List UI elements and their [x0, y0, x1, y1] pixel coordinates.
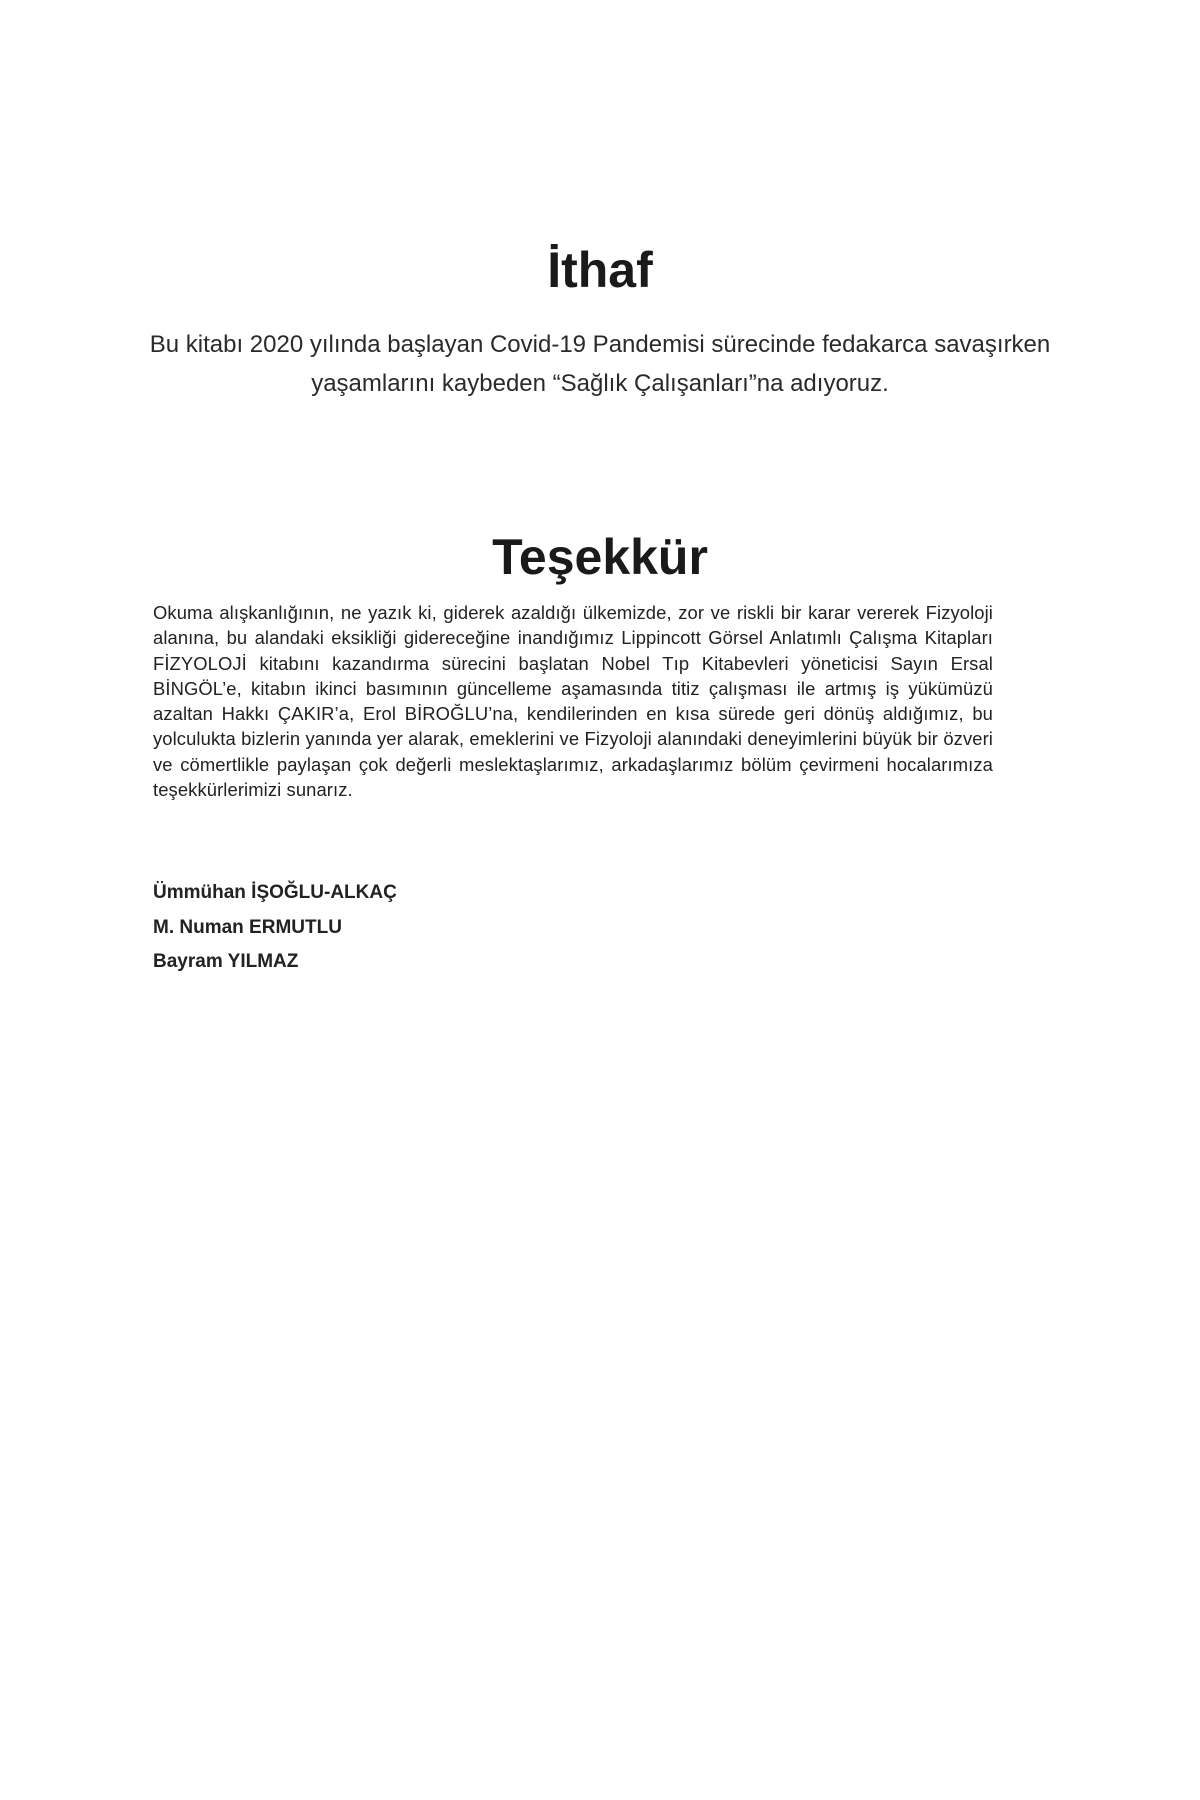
dedication-line-2: yaşamlarını kaybeden “Sağlık Çalışanları”na adıyoruz. [311, 370, 889, 397]
author-name: M. Numan ERMUTLU [153, 916, 342, 938]
dedication-text [60, 325, 1140, 403]
author-name: Bayram YILMAZ [153, 951, 299, 972]
acknowledgement-title: Teşekkür [492, 529, 708, 585]
acknowledgement-body: Okuma alışkanlığının, ne yazık ki, giderek azaldığı ülkemizde, zor ve riskli bir karar vererek Fizyoloji alanına, bu alandaki eksikliği gidereceğine inandığımız Lippincott Görsel Anlatımlı Çalışma Kitapları FİZYOLOJİ kitabını kazandırma sürecini başlatan Nobel Tıp Kitabevleri yöneticisi Sayın Ersal BİNGÖL’e, kitabın ikinci basımının güncelleme aşamasında titiz çalışması ile artmış iş yükümüzü azaltan Hakkı ÇAKIR’a, Erol BİROĞLU’na, kendilerinden en kısa sürede geri dönüş aldığımız, bu yolculukta bizlerin yanında yer alarak, emeklerini ve Fizyoloji alanındaki deneyimlerini büyük bir özveri ve cömertlikle paylaşan çok değerli meslektaşlarımız, arkadaşlarımız bölüm çevirmeni hocalarımıza teşekkürlerimizi sunarız. [153, 602, 993, 801]
dedication-title: İthaf [547, 242, 653, 298]
author-list [153, 876, 397, 980]
dedication-line-1: Bu kitabı 2020 yılında başlayan Covid-19 Pandemisi sürecinde fedakarca savaşırken [149, 331, 1051, 358]
author-name: Ümmühan İŞOĞLU-ALKAÇ [153, 882, 397, 903]
